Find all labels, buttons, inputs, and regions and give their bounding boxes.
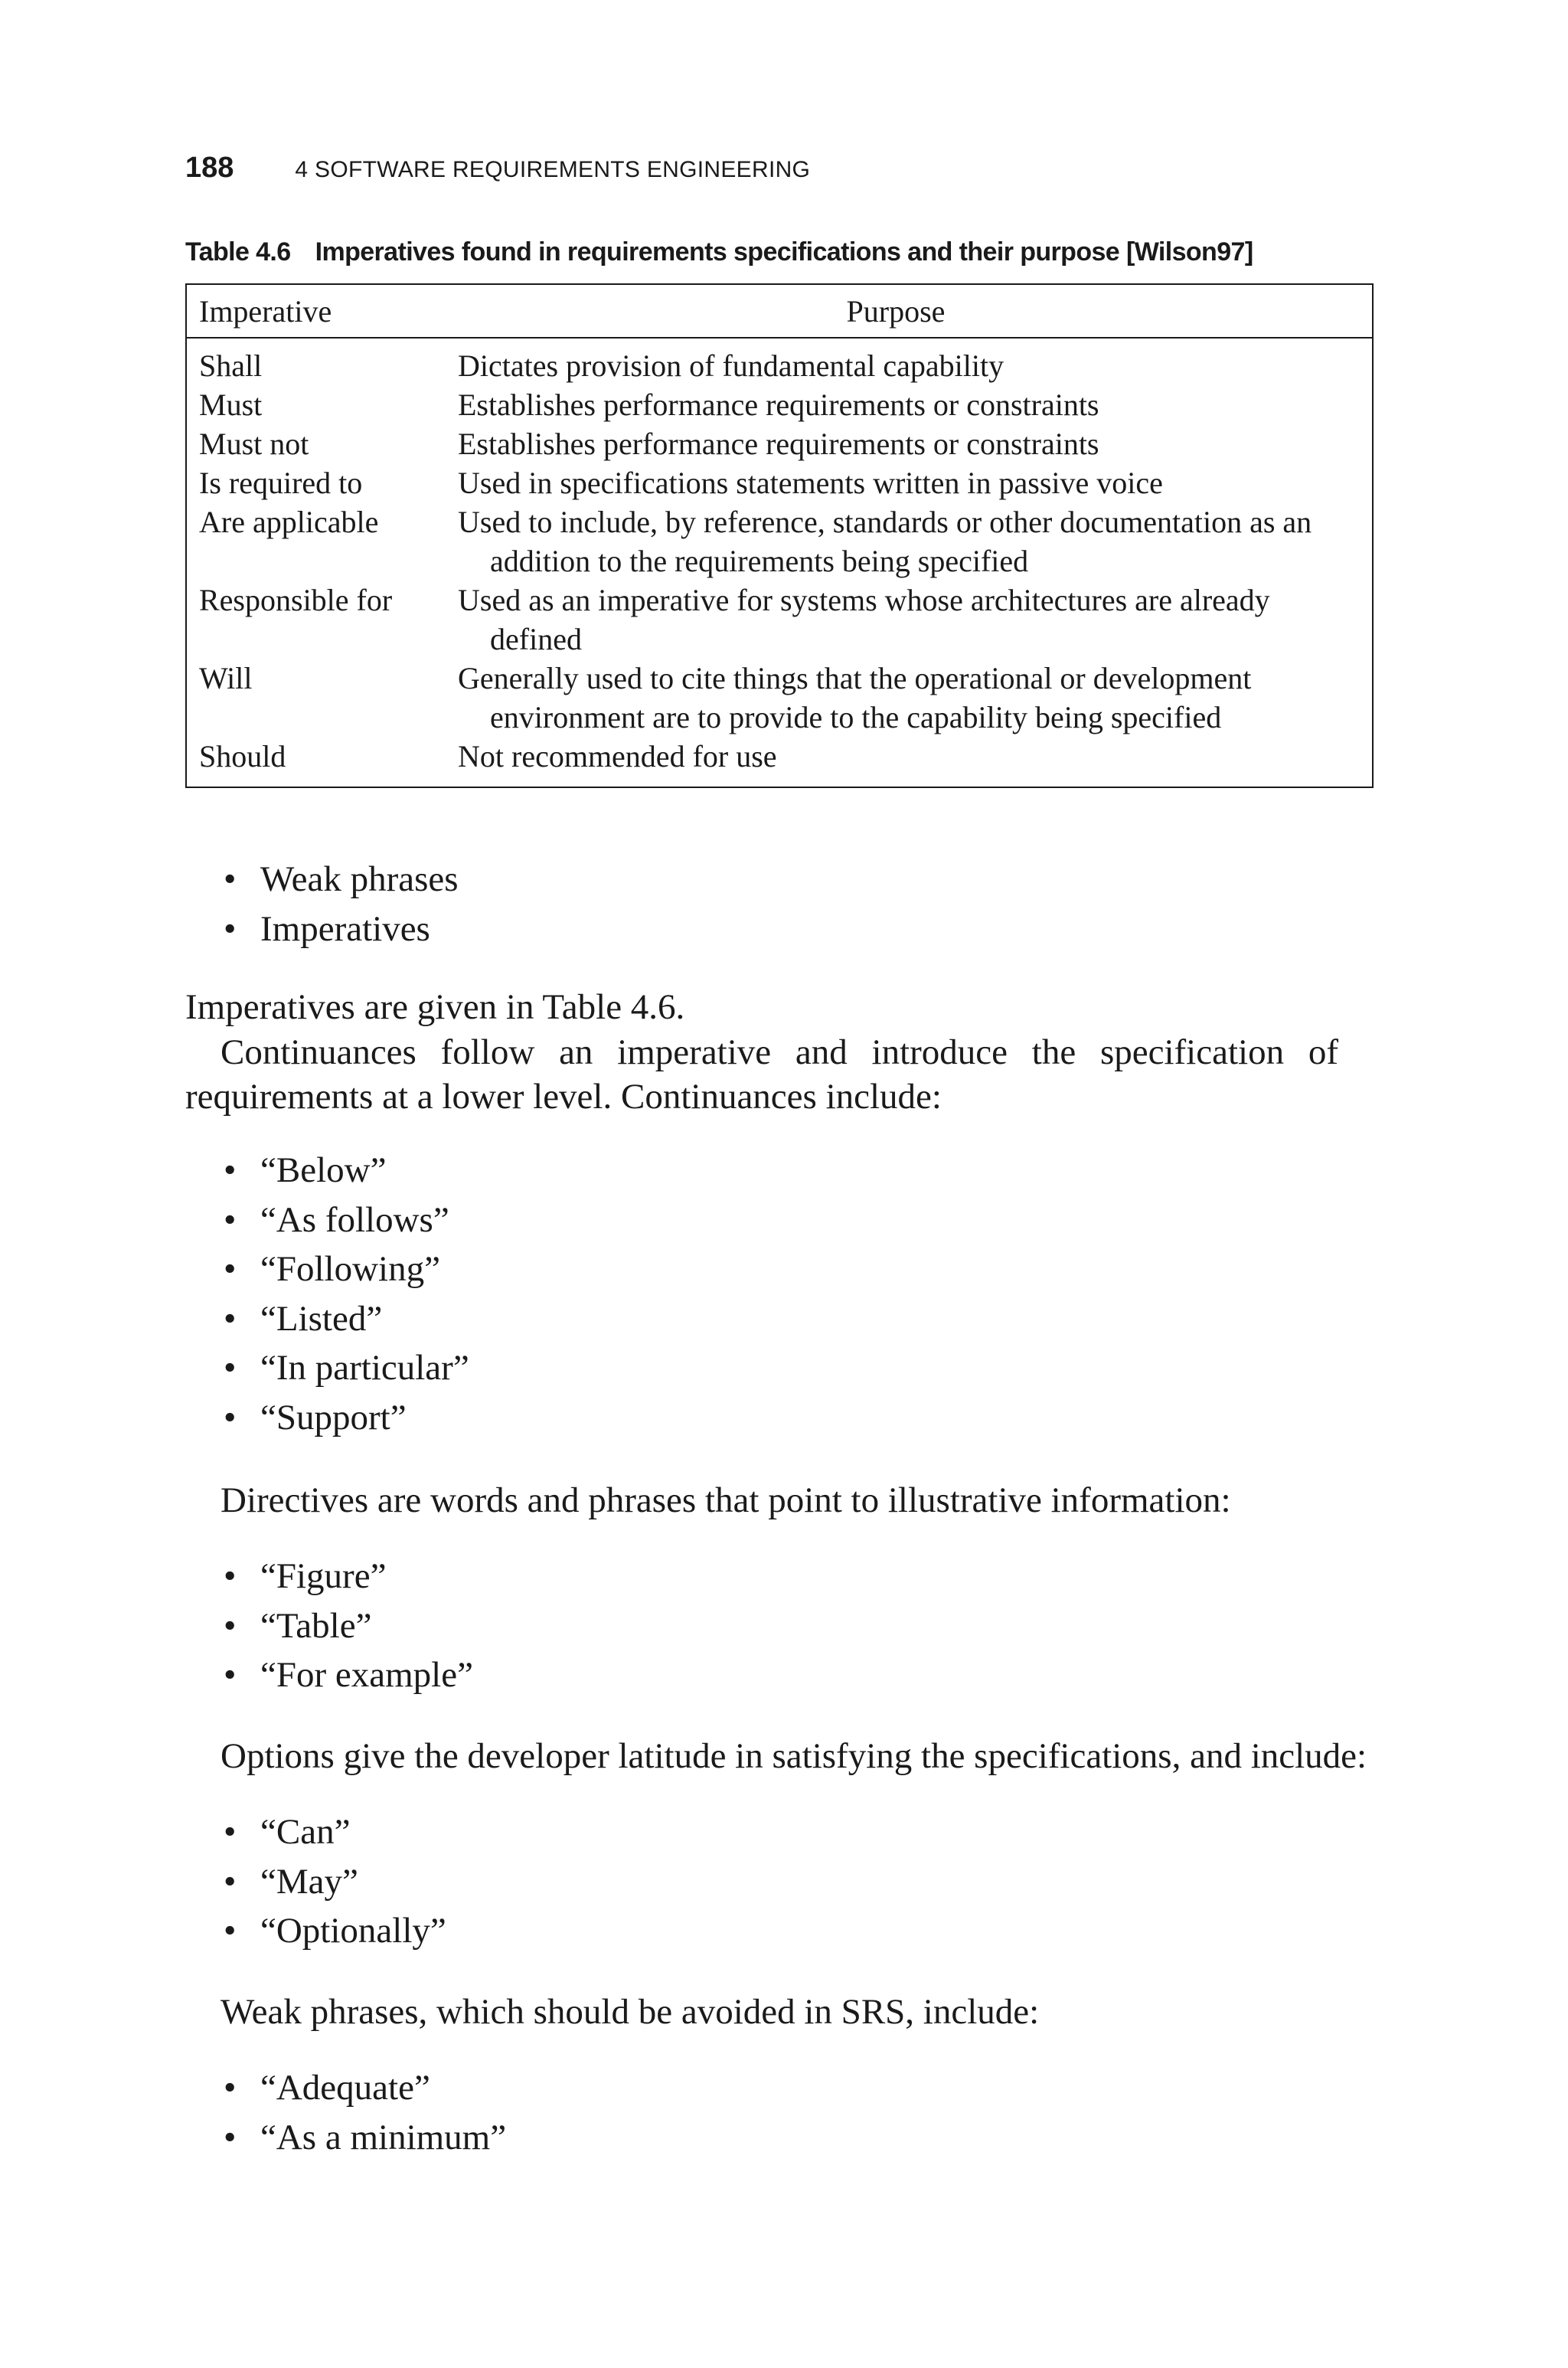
table-row bbox=[187, 502, 1372, 581]
list-item: • Weak phrases bbox=[185, 855, 1374, 904]
purpose-cell: Not recommended for use bbox=[458, 739, 777, 774]
list-item: • “Below” bbox=[185, 1146, 1374, 1195]
imperative-cell: Should bbox=[199, 739, 286, 774]
imperative-cell: Must bbox=[199, 388, 263, 422]
purpose-cell: Used as an imperative for systems whose architectures are already defined bbox=[458, 583, 1270, 656]
imperative-cell: Shall bbox=[199, 348, 263, 383]
list-item: • “As follows” bbox=[185, 1195, 1374, 1245]
column-header-purpose: Purpose bbox=[846, 293, 946, 329]
list-item: • “May” bbox=[185, 1857, 1374, 1907]
page-header bbox=[185, 152, 810, 185]
list-item: • “Table” bbox=[185, 1601, 1374, 1651]
list-weak-phrases bbox=[185, 2063, 1374, 2162]
table-caption bbox=[185, 237, 1374, 267]
table-row bbox=[187, 346, 1372, 385]
paragraph-imperatives: Imperatives are given in Table 4.6. bbox=[185, 987, 685, 1027]
purpose-cell: Establishes performance requirements or constraints bbox=[458, 388, 1099, 422]
list-continuances bbox=[185, 1146, 1374, 1442]
paragraph-directives: Directives are words and phrases that point to illustrative information: bbox=[220, 1480, 1231, 1520]
purpose-cell: Used in specifications statements written in passive voice bbox=[458, 466, 1163, 500]
paragraph-continuances-wrap bbox=[185, 1030, 1338, 1119]
table-caption-label: Table 4.6 bbox=[185, 237, 291, 267]
column-header-imperative: Imperative bbox=[199, 293, 332, 329]
list-item: • “Support” bbox=[185, 1393, 1374, 1443]
table-row bbox=[187, 659, 1372, 737]
list-item: • “For example” bbox=[185, 1650, 1374, 1700]
purpose-cell: Used to include, by reference, standards or other documentation as an addition to the requirements being specified bbox=[458, 505, 1312, 578]
paragraph-weak-phrases: Weak phrases, which should be avoided in SRS, include: bbox=[220, 1992, 1040, 2032]
list-item: • “Listed” bbox=[185, 1294, 1374, 1344]
table-row bbox=[187, 581, 1372, 659]
list-weak-imperatives bbox=[185, 855, 1374, 953]
chapter-title: 4 SOFTWARE REQUIREMENTS ENGINEERING bbox=[295, 157, 811, 182]
imperative-cell: Are applicable bbox=[199, 505, 379, 539]
purpose-cell: Dictates provision of fundamental capability bbox=[458, 348, 1004, 383]
paragraph-continuances: Continuances follow an imperative and introduce the specification of requirements at a lower level. Continuances include: bbox=[185, 1032, 1338, 1117]
imperative-cell: Will bbox=[199, 661, 253, 695]
list-item: • “Figure” bbox=[185, 1552, 1374, 1601]
table-header-row bbox=[187, 285, 1372, 339]
imperative-cell: Must not bbox=[199, 427, 309, 461]
paragraph-options: Options give the developer latitude in satisfying the specifications, and include: bbox=[220, 1736, 1367, 1776]
table-row bbox=[187, 385, 1372, 424]
list-item: • “Following” bbox=[185, 1245, 1374, 1294]
table-row bbox=[187, 463, 1372, 502]
page-number: 188 bbox=[185, 152, 234, 184]
list-item: • “Adequate” bbox=[185, 2063, 1374, 2113]
list-directives bbox=[185, 1552, 1374, 1700]
list-item: • Imperatives bbox=[185, 904, 1374, 954]
imperatives-table bbox=[185, 283, 1374, 788]
table-row bbox=[187, 737, 1372, 776]
list-options bbox=[185, 1807, 1374, 1956]
table-caption-text: Imperatives found in requirements specifications and their purpose [Wilson97] bbox=[315, 237, 1253, 267]
imperative-cell: Responsible for bbox=[199, 583, 393, 617]
list-item: • “As a minimum” bbox=[185, 2113, 1374, 2163]
purpose-cell: Generally used to cite things that the operational or development environment are to provide to the capability being specified bbox=[458, 661, 1252, 734]
list-item: • “Can” bbox=[185, 1807, 1374, 1857]
table-body bbox=[187, 339, 1372, 787]
table-row bbox=[187, 424, 1372, 463]
list-item: • “Optionally” bbox=[185, 1906, 1374, 1956]
list-item: • “In particular” bbox=[185, 1343, 1374, 1393]
imperative-cell: Is required to bbox=[199, 466, 363, 500]
purpose-cell: Establishes performance requirements or constraints bbox=[458, 427, 1099, 461]
